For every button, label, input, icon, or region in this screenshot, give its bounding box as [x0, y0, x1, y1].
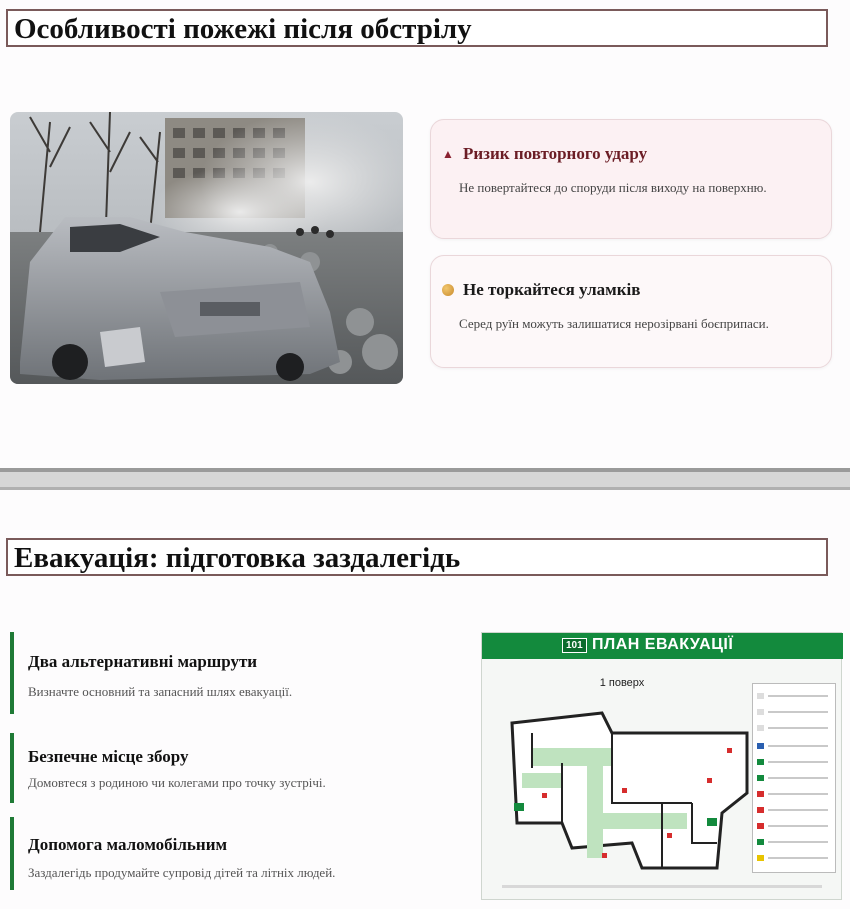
plan-footer — [502, 885, 822, 888]
plan-header — [482, 633, 843, 659]
plan-title: ПЛАН ЕВАКУАЦІЇ — [592, 636, 734, 653]
card-title: Ризик повторного удару — [463, 144, 648, 163]
item-title: Допомога маломобільним — [28, 835, 228, 854]
slide-separator — [0, 468, 850, 490]
slide-title: Особливості пожежі після обстрілу — [6, 9, 828, 47]
item-text: Домовтеся з родиною чи колегами про точку зустрічі. — [28, 775, 326, 790]
item-title: Два альтернативні маршрути — [28, 652, 258, 671]
card-repeat-strike-risk — [430, 119, 832, 239]
card-title: Не торкайтеся уламків — [463, 280, 641, 299]
plan-legend — [752, 683, 836, 873]
floor-plan-map — [492, 693, 752, 873]
list-item — [10, 632, 440, 714]
slide-title: Евакуація: підготовка заздалегідь — [6, 538, 828, 576]
plan-room-number: 101 — [562, 638, 587, 653]
destroyed-building-photo — [10, 112, 403, 384]
destroyed-car-and-building-image — [10, 112, 403, 384]
list-item — [10, 817, 440, 890]
plan-floor: 1 поверх — [599, 677, 645, 689]
dot-icon — [441, 283, 455, 297]
card-do-not-touch-debris — [430, 255, 832, 368]
warning-triangle-icon: ▲ — [442, 146, 454, 161]
item-title: Безпечне місце збору — [28, 747, 189, 766]
list-item — [10, 733, 440, 803]
card-text: Не повертайтеся до споруди після виходу на поверхню. — [459, 180, 767, 195]
item-text: Заздалегідь продумайте супровід дітей та літніх людей. — [28, 865, 336, 880]
card-text: Серед руїн можуть залишатися нерозірвані боєприпаси. — [459, 316, 769, 331]
evacuation-plan-image — [481, 632, 842, 900]
item-text: Визначте основний та запасний шлях евакуації. — [28, 684, 293, 699]
